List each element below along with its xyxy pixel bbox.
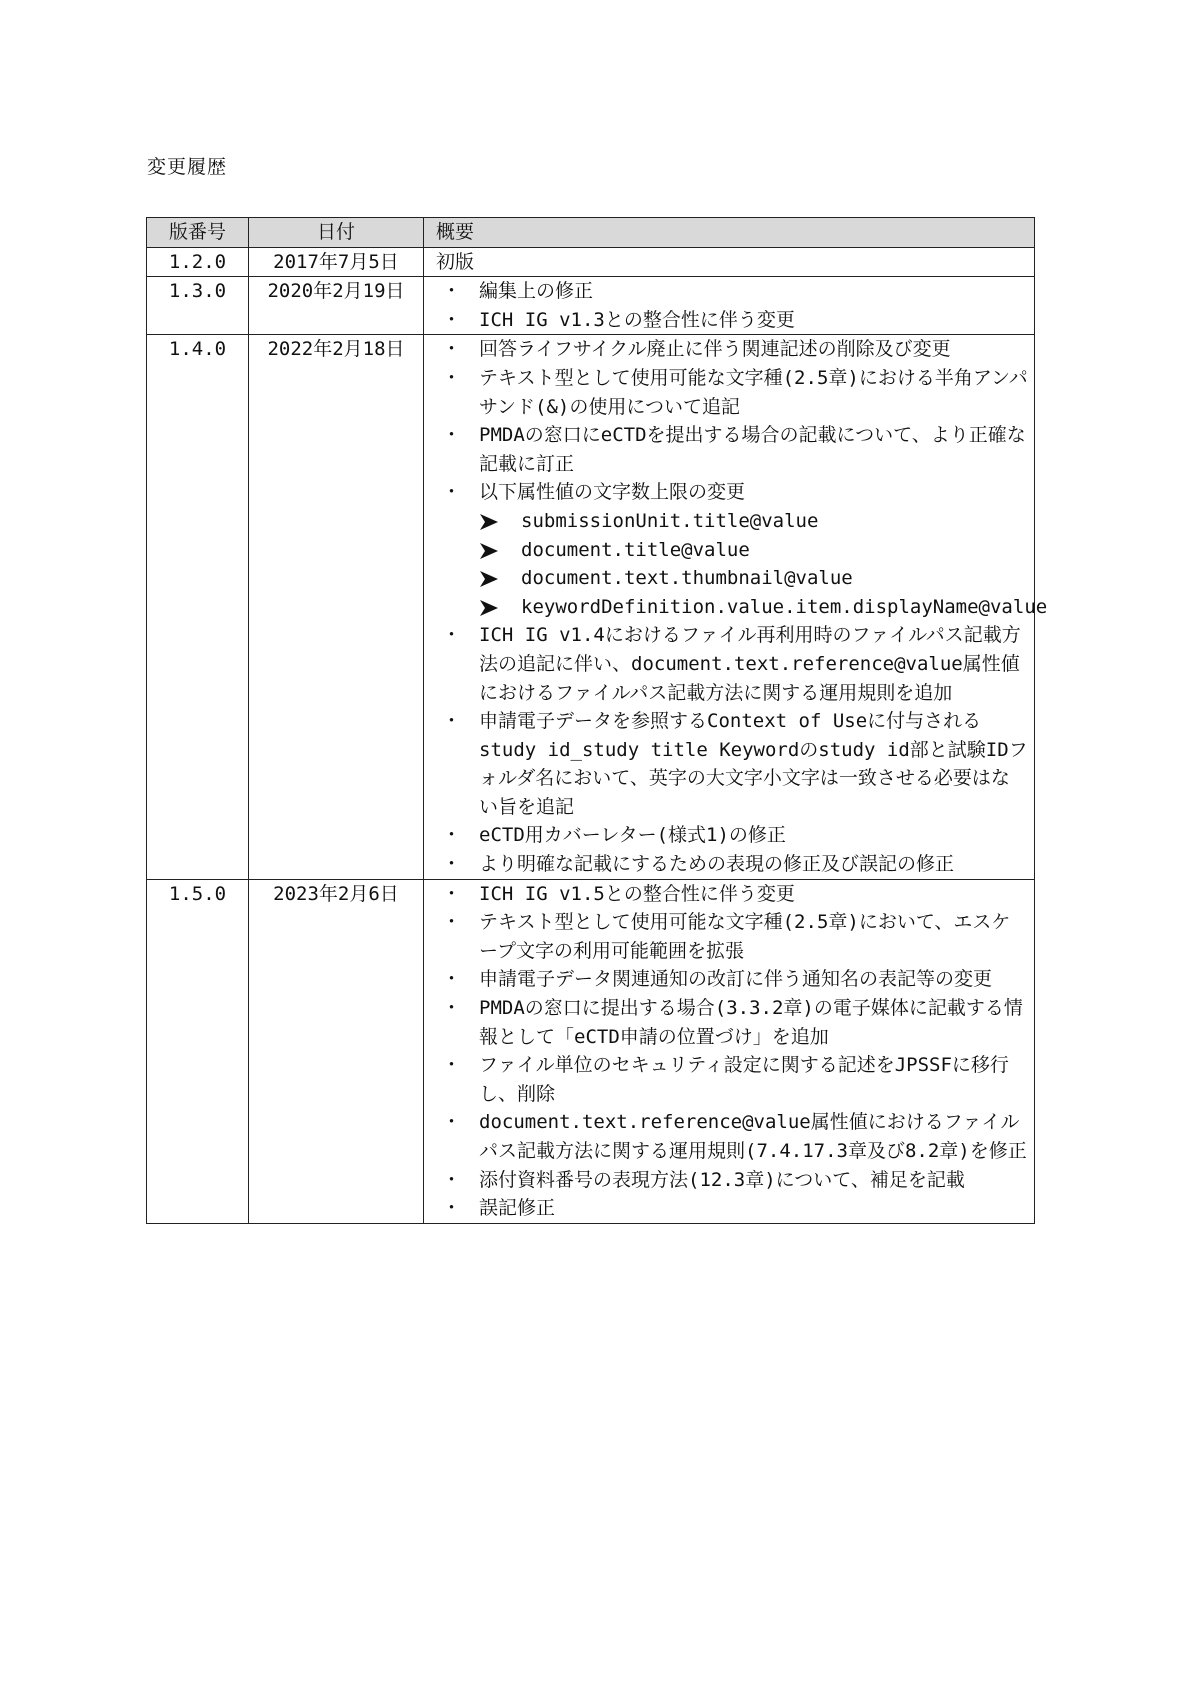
list-item-text: ファイル単位のセキュリティ設定に関する記述をJPSSFに移行し、削除 bbox=[479, 1054, 1009, 1105]
date-cell: 2017年7月5日 bbox=[249, 247, 424, 277]
bullet-icon: ・ bbox=[442, 1054, 462, 1077]
summary-list bbox=[424, 335, 1048, 878]
list-item-text: 以下属性値の文字数上限の変更 bbox=[479, 481, 746, 504]
arrow-bullet-icon bbox=[479, 570, 499, 588]
list-item-text: document.text.reference@value属性値におけるファイルパス記載方法に関する運用規則(7.4.17.3章及び8.2章)を修正 bbox=[479, 1111, 1027, 1162]
bullet-icon: ・ bbox=[442, 481, 462, 504]
bullet-icon: ・ bbox=[442, 308, 462, 331]
version-cell: 1.3.0 bbox=[147, 277, 249, 335]
list-item-text: 回答ライフサイクル廃止に伴う関連記述の削除及び変更 bbox=[479, 338, 951, 361]
arrow-bullet-icon bbox=[479, 513, 499, 531]
header-date: 日付 bbox=[249, 218, 424, 248]
sublist-item-text: document.title@value bbox=[521, 538, 750, 561]
sublist-item-text: document.text.thumbnail@value bbox=[521, 567, 853, 590]
bullet-icon: ・ bbox=[442, 710, 462, 733]
list-item bbox=[424, 850, 1034, 879]
header-version: 版番号 bbox=[147, 218, 249, 248]
version-cell: 1.4.0 bbox=[147, 335, 249, 879]
table-row bbox=[147, 335, 1035, 879]
list-item bbox=[424, 1051, 1034, 1108]
list-item bbox=[424, 908, 1034, 965]
list-item-text: 申請電子データ関連通知の改訂に伴う通知名の表記等の変更 bbox=[479, 968, 993, 991]
list-item-text: テキスト型として使用可能な文字種(2.5章)における半角アンパサンド(&)の使用について追記 bbox=[479, 366, 1028, 418]
date-cell: 2022年2月18日 bbox=[249, 335, 424, 879]
list-item bbox=[424, 364, 1034, 421]
list-item-text: 添付資料番号の表現方法(12.3章)について、補足を記載 bbox=[479, 1168, 965, 1191]
list-item-text: ICH IG v1.4におけるファイル再利用時のファイルパス記載方法の追記に伴い、document.text.reference@value属性値におけるファイルパス記載方法に関する運用規則を追加 bbox=[479, 624, 1021, 704]
list-item-text: テキスト型として使用可能な文字種(2.5章)において、エスケープ文字の利用可能範囲を拡張 bbox=[479, 911, 1011, 962]
list-item-text: 誤記修正 bbox=[479, 1197, 556, 1220]
bullet-icon: ・ bbox=[442, 338, 462, 361]
bullet-icon: ・ bbox=[442, 1111, 462, 1134]
revision-history-table bbox=[146, 217, 1048, 1224]
bullet-icon: ・ bbox=[442, 997, 462, 1020]
table-row bbox=[147, 247, 1035, 277]
header-summary: 概要 bbox=[424, 218, 1035, 248]
list-item-text: 申請電子データを参照するContext of Useに付与されるstudy id_study title Keywordのstudy id部と試験IDフォルダ名において、英字の大文字小文字は一致させる必要はない旨を追記 bbox=[479, 710, 1028, 818]
list-item bbox=[424, 1108, 1034, 1165]
version-cell: 1.2.0 bbox=[147, 247, 249, 277]
bullet-icon: ・ bbox=[442, 366, 462, 389]
list-item bbox=[424, 335, 1034, 364]
list-item bbox=[424, 965, 1034, 994]
list-item bbox=[424, 994, 1034, 1051]
list-item bbox=[424, 621, 1034, 707]
summary-cell bbox=[424, 277, 1035, 335]
page-title: 変更履歴 bbox=[147, 156, 228, 178]
summary-cell: 初版 bbox=[424, 247, 1035, 277]
summary-list bbox=[424, 277, 1034, 334]
list-item bbox=[424, 821, 1034, 850]
bullet-icon: ・ bbox=[442, 1197, 462, 1220]
date-cell: 2023年2月6日 bbox=[249, 879, 424, 1223]
list-item-text: より明確な記載にするための表現の修正及び誤記の修正 bbox=[479, 853, 955, 876]
list-item-text: eCTD用カバーレター(様式1)の修正 bbox=[479, 824, 786, 847]
list-item bbox=[424, 478, 1048, 621]
list-item bbox=[424, 1194, 1034, 1223]
list-item bbox=[424, 306, 1034, 335]
version-cell: 1.5.0 bbox=[147, 879, 249, 1223]
bullet-icon: ・ bbox=[442, 280, 462, 303]
arrow-bullet-icon bbox=[479, 599, 499, 617]
list-item-text: PMDAの窓口にeCTDを提出する場合の記載について、より正確な記載に訂正 bbox=[479, 424, 1026, 475]
bullet-icon: ・ bbox=[442, 911, 462, 934]
attribute-sublist bbox=[479, 507, 1048, 621]
sublist-item bbox=[479, 593, 1048, 622]
arrow-bullet-icon bbox=[479, 542, 499, 560]
list-item-text: PMDAの窓口に提出する場合(3.3.2章)の電子媒体に記載する情報として「eCTD申請の位置づけ」を追加 bbox=[479, 997, 1023, 1048]
list-item-text: ICH IG v1.3との整合性に伴う変更 bbox=[479, 308, 795, 331]
sublist-item-text: submissionUnit.title@value bbox=[521, 509, 819, 532]
bullet-icon: ・ bbox=[442, 853, 462, 876]
bullet-icon: ・ bbox=[442, 882, 462, 905]
list-item bbox=[424, 1166, 1034, 1195]
table-row bbox=[147, 879, 1035, 1223]
list-item-text: ICH IG v1.5との整合性に伴う変更 bbox=[479, 882, 795, 905]
list-item bbox=[424, 880, 1034, 909]
bullet-icon: ・ bbox=[442, 1168, 462, 1191]
list-item bbox=[424, 707, 1034, 821]
list-item-text: 編集上の修正 bbox=[479, 280, 594, 303]
bullet-icon: ・ bbox=[442, 424, 462, 447]
bullet-icon: ・ bbox=[442, 624, 462, 647]
bullet-icon: ・ bbox=[442, 824, 462, 847]
summary-list bbox=[424, 880, 1034, 1223]
sublist-item bbox=[479, 536, 1028, 565]
sublist-item bbox=[479, 564, 1028, 593]
summary-cell bbox=[424, 335, 1048, 879]
sublist-item-text: keywordDefinition.value.item.displayName@value bbox=[521, 595, 1048, 618]
table-header-row bbox=[147, 218, 1035, 248]
table-row bbox=[147, 277, 1035, 335]
list-item bbox=[424, 421, 1034, 478]
summary-cell bbox=[424, 879, 1035, 1223]
list-item bbox=[424, 277, 1034, 306]
bullet-icon: ・ bbox=[442, 968, 462, 991]
sublist-item bbox=[479, 507, 1028, 536]
date-cell: 2020年2月19日 bbox=[249, 277, 424, 335]
